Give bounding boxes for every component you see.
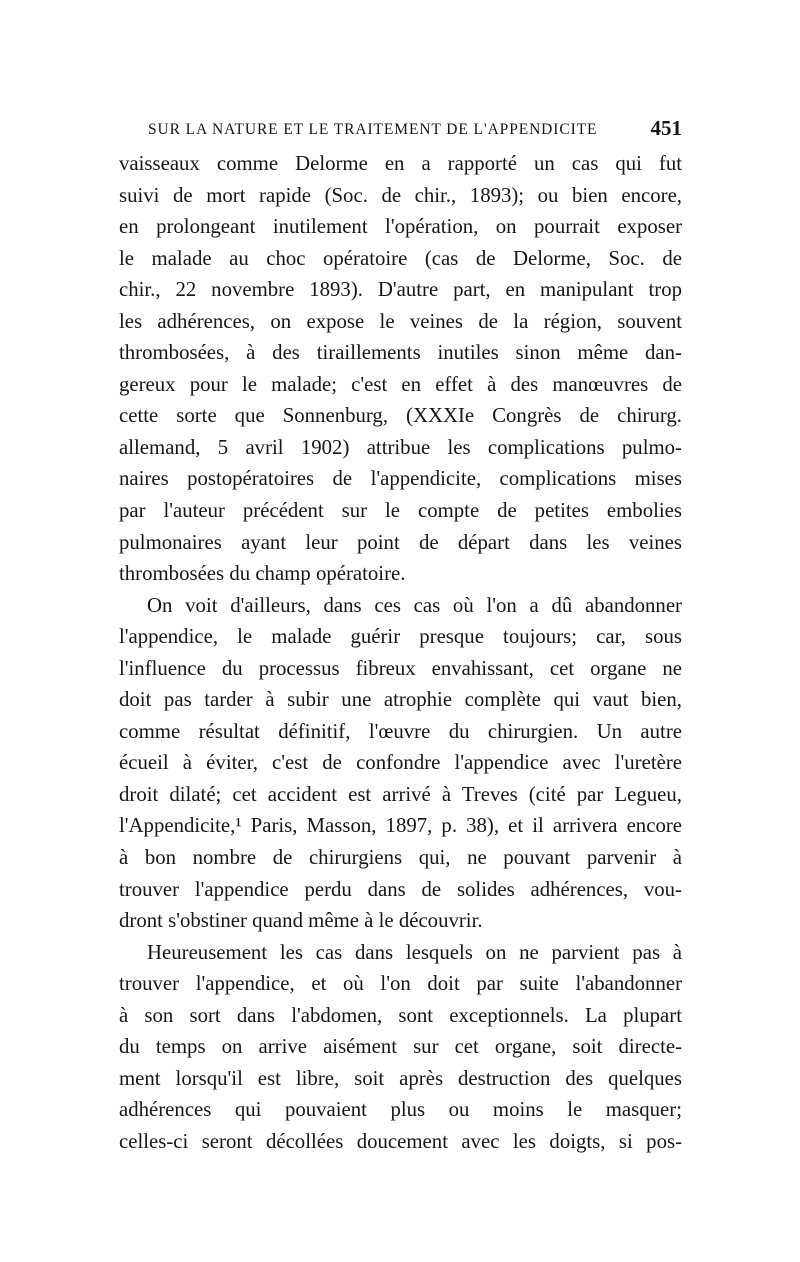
text-line: thrombosées du champ opératoire. bbox=[119, 562, 406, 586]
paragraph-first-line: Heureusement les cas dans lesquels on ne parvient pas à bbox=[147, 940, 682, 964]
text-line: suivi de mort rapide (Soc. de chir., 1893); ou bien encore, bbox=[119, 183, 682, 207]
text-line: l'appendice, le malade guérir presque toujours; car, sous bbox=[119, 625, 682, 649]
text-line: en prolongeant inutilement l'opération, on pourrait exposer bbox=[119, 215, 682, 239]
text-line: à bon nombre de chirurgiens qui, ne pouvant parvenir à bbox=[119, 846, 682, 870]
text-line: du temps on arrive aisément sur cet organe, soit directe- bbox=[119, 1035, 682, 1059]
text-line: trouver l'appendice perdu dans de solides adhérences, vou- bbox=[119, 877, 682, 901]
paragraph-first-line: On voit d'ailleurs, dans ces cas où l'on a dû abandonner bbox=[147, 593, 682, 617]
text-line: droit dilaté; cet accident est arrivé à Treves (cité par Legueu, bbox=[119, 782, 682, 806]
text-line: ment lorsqu'il est libre, soit après destruction des quelques bbox=[119, 1066, 682, 1090]
text-line: écueil à éviter, c'est de confondre l'appendice avec l'uretère bbox=[119, 751, 682, 775]
text-line: le malade au choc opératoire (cas de Delorme, Soc. de bbox=[119, 246, 682, 270]
text-line: thrombosées, à des tiraillements inutiles sinon même dan- bbox=[119, 341, 682, 365]
text-line: l'influence du processus fibreux envahissant, cet organe ne bbox=[119, 656, 682, 680]
text-line: naires postopératoires de l'appendicite, complications mises bbox=[119, 467, 682, 491]
text-line: les adhérences, on expose le veines de la région, souvent bbox=[119, 309, 682, 333]
text-line: pulmonaires ayant leur point de départ dans les veines bbox=[119, 530, 682, 554]
text-line: l'Appendicite,¹ Paris, Masson, 1897, p. 38), et il arrivera encore bbox=[119, 814, 682, 838]
text-line: doit pas tarder à subir une atrophie complète qui vaut bien, bbox=[119, 688, 682, 712]
text-line: par l'auteur précédent sur le compte de petites embolies bbox=[119, 499, 682, 523]
text-line: gereux pour le malade; c'est en effet à des manœuvres de bbox=[119, 372, 682, 396]
text-line: chir., 22 novembre 1893). D'autre part, en manipulant trop bbox=[119, 278, 682, 302]
text-line: à son sort dans l'abdomen, sont exceptionnels. La plupart bbox=[119, 1003, 682, 1027]
body-text bbox=[119, 148, 682, 1158]
text-line: dront s'obstiner quand même à le découvrir. bbox=[119, 909, 483, 933]
text-line: trouver l'appendice, et où l'on doit par suite l'abandonner bbox=[119, 972, 682, 996]
running-title: SUR LA NATURE ET LE TRAITEMENT DE L'APPENDICITE bbox=[148, 121, 598, 138]
text-line: adhérences qui pouvaient plus ou moins le masquer; bbox=[119, 1098, 682, 1122]
text-line: cette sorte que Sonnenburg, (XXXIe Congrès de chirurg. bbox=[119, 404, 682, 428]
text-line: vaisseaux comme Delorme en a rapporté un cas qui fut bbox=[119, 152, 682, 175]
page-number: 451 bbox=[650, 116, 682, 140]
text-line: comme résultat définitif, l'œuvre du chirurgien. Un autre bbox=[119, 719, 682, 743]
running-head bbox=[148, 118, 682, 142]
text-line: celles-ci seront décollées doucement avec les doigts, si pos- bbox=[119, 1129, 682, 1153]
text-line: allemand, 5 avril 1902) attribue les complications pulmo- bbox=[119, 435, 682, 459]
